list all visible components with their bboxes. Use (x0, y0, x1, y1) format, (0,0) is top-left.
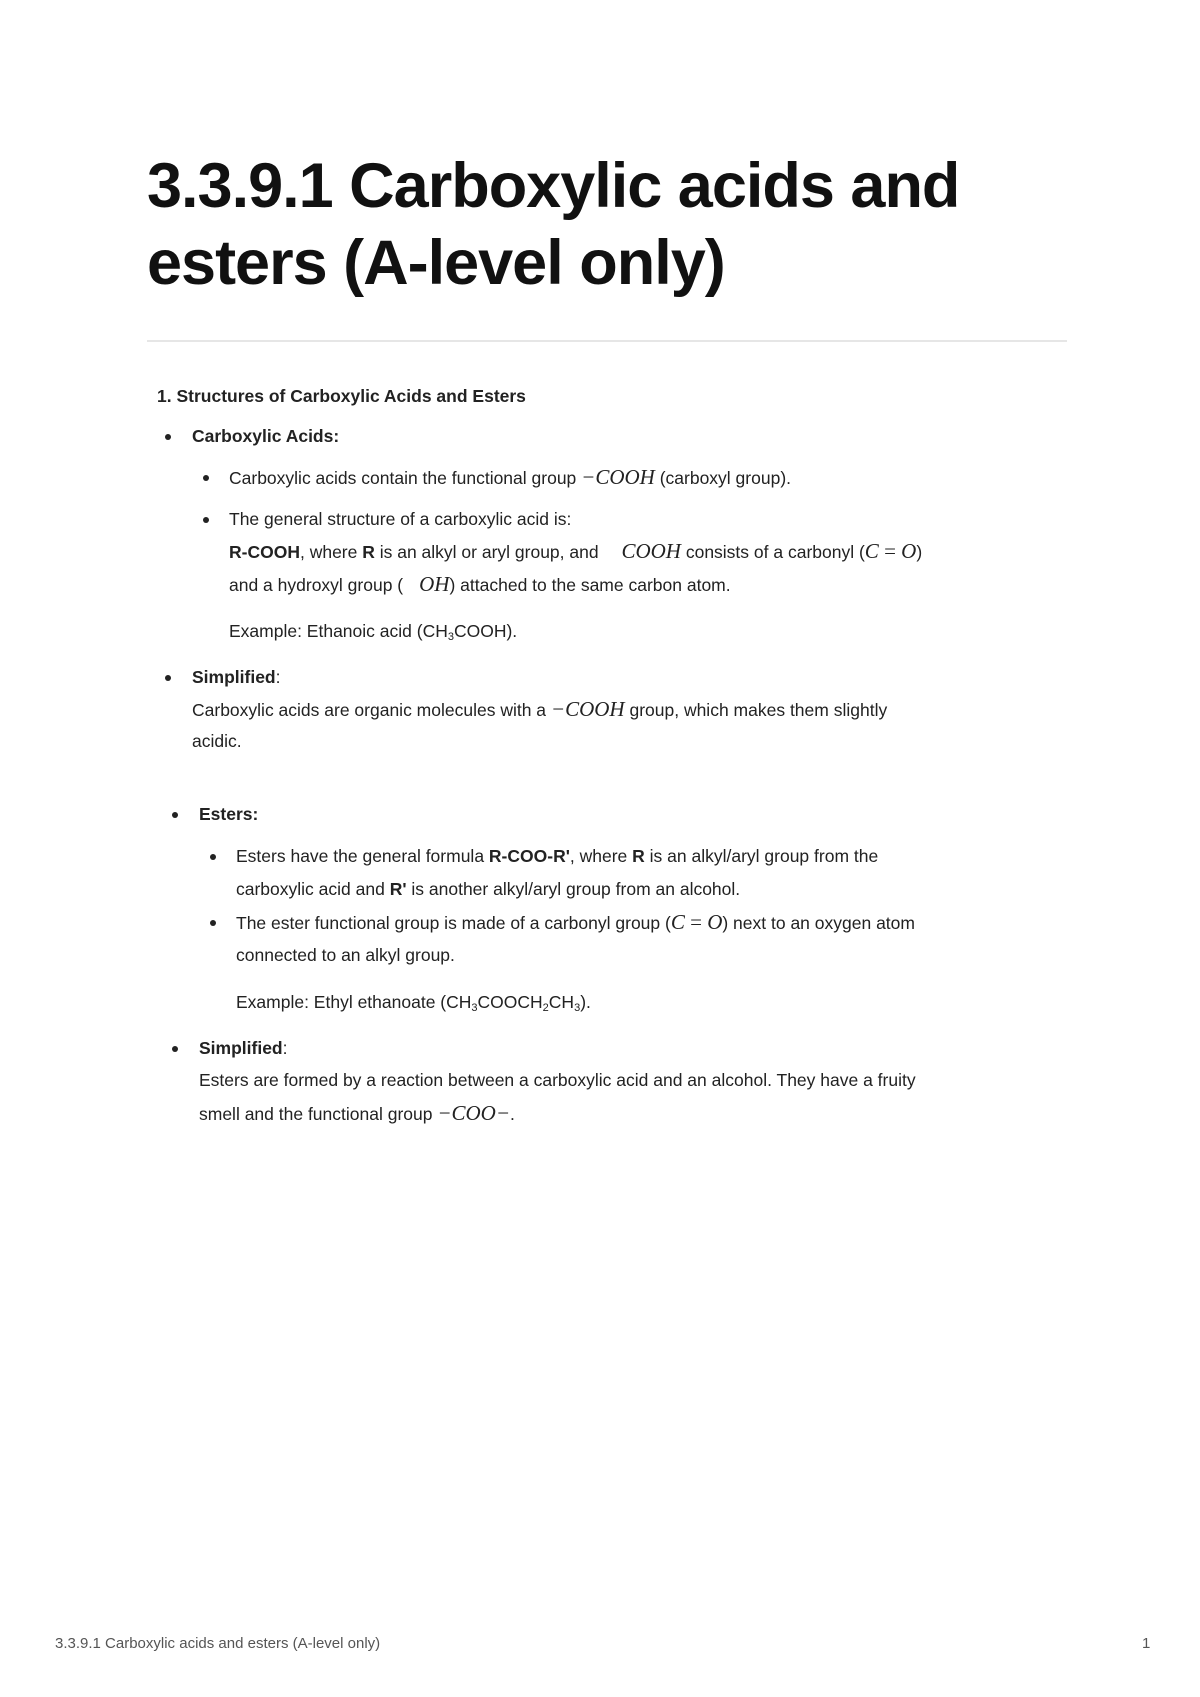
bullet-simplified-2 (172, 1046, 178, 1052)
math-cooh: −COOH (581, 465, 655, 489)
bullet-ester-functional-group (210, 920, 216, 926)
esters-label: Esters: (199, 804, 259, 824)
math-coo: −COO− (437, 1101, 511, 1125)
bullet-simplified-1 (165, 675, 171, 681)
ethyl-ethanoate-example: Example: Ethyl ethanoate $(CH_3COOCH_2CH_3)$. (236, 992, 591, 1014)
ester-formula-line1: Esters have the general formula R-COO-R', where R is an alkyl/aryl group from the (236, 846, 879, 866)
ester-functional-group-line2: connected to an alkyl group. (236, 945, 455, 965)
page-title: 3.3.9.1 Carboxylic acids and esters (A-level only) (147, 151, 960, 298)
title-divider (147, 340, 1067, 342)
general-structure-line3: and a hydroxyl group ( OH) attached to the same carbon atom. (229, 572, 731, 596)
ethanoic-acid-example: Example: Ethanoic acid $(CH_3COOH)$. (229, 621, 518, 643)
general-structure-line2: R-COOH, where R is an alkyl or aryl group, and COOH consists of a carbonyl (C = O) (229, 539, 923, 563)
bullet-functional-group (203, 475, 209, 481)
ester-formula-line2: carboxylic acid and R' is another alkyl/aryl group from an alcohol. (236, 879, 741, 899)
footer-page-number: 1 (1142, 1635, 1151, 1652)
math-oh: OH (419, 572, 450, 596)
section-heading: 1. Structures of Carboxylic Acids and Esters (157, 386, 526, 406)
math-cooh-3: −COOH (550, 697, 625, 721)
simplified-text-2-line1: Esters are formed by a reaction between a carboxylic acid and an alcohol. They have a fruity (199, 1070, 916, 1090)
bullet-general-structure (203, 517, 209, 523)
simplified-label-2: Simplified: (199, 1038, 288, 1058)
carboxylic-functional-group-text: Carboxylic acids contain the functional group −COOH (carboxyl group). (229, 465, 792, 489)
footer-title: 3.3.9.1 Carboxylic acids and esters (A-level only) (55, 1635, 381, 1652)
simplified-text-2-line2: smell and the functional group −COO−. (199, 1101, 515, 1125)
bullet-ester-formula (210, 854, 216, 860)
ester-functional-group-line1: The ester functional group is made of a carbonyl group (C = O) next to an oxygen atom (236, 910, 915, 934)
bullet-carboxylic-acids (165, 434, 171, 440)
carboxylic-acids-label: Carboxylic Acids: (192, 426, 340, 446)
general-structure-line1: The general structure of a carboxylic acid is: (229, 509, 572, 529)
simplified-label-1: Simplified: (192, 667, 281, 687)
bullet-esters (172, 812, 178, 818)
simplified-text-1-line1: Carboxylic acids are organic molecules with a −COOH group, which makes them slightly (192, 697, 888, 721)
math-cooh-2: COOH (621, 539, 681, 563)
simplified-text-1-line2: acidic. (192, 731, 242, 751)
